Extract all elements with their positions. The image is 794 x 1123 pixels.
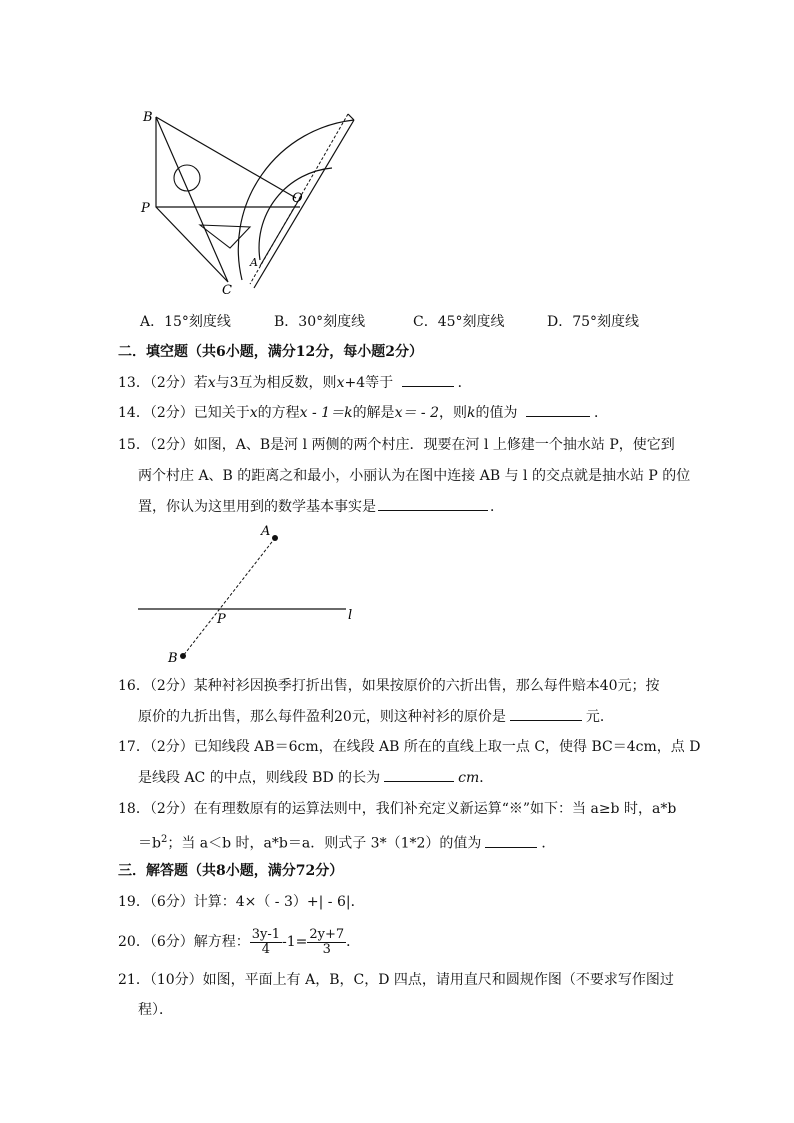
label-l: l: [348, 608, 353, 623]
label-p: P: [141, 201, 150, 216]
question-20: 20．（6分）解方程： $\frac{3y-1}{4}$ -1= $\frac{2y+7}{3}$ ．: [118, 926, 361, 957]
question-17-line-1: 17．（2分）已知线段 AB＝6cm，在线段 AB 所在的直线上取一点 C，使得 BC＝4cm，点 D: [118, 739, 701, 755]
question-17-line-2: 是线段 AC 的中点，则线段 BD 的长为 cm．: [138, 770, 494, 786]
question-14: 14．（2分）已知关于x的方程x - 1＝k的解是x＝ - 2，则k的值为 ．: [118, 405, 608, 421]
question-13: 13．（2分）若x与3互为相反数，则x+4等于 ．: [118, 375, 472, 391]
question-21-line-2: 程）．: [138, 1002, 173, 1018]
question-16-line-2: 原价的九折出售，那么每件盈利20元，则这种衬衫的原价是 元．: [138, 709, 614, 725]
q12-option-b[interactable]: B．30°刻度线: [274, 314, 366, 330]
q12-option-a[interactable]: A．15°刻度线: [140, 314, 231, 330]
question-16-line-1: 16．（2分）某种衬衫因换季打折出售，如果按原价的六折出售，那么每件赔本40元；按: [118, 678, 660, 694]
fraction-right: $\frac{2y+7}{3}$: [309, 926, 345, 957]
label-b2: B: [168, 651, 178, 666]
fraction-left: $\frac{3y-1}{4}$: [251, 926, 281, 957]
label-c: C: [222, 283, 232, 298]
q12-options: [0, 312, 794, 332]
set-square-triangle: [156, 117, 228, 282]
protractor-edge: [254, 120, 354, 288]
q12-option-c[interactable]: C．45°刻度线: [413, 314, 505, 330]
point-a: [272, 535, 278, 541]
protractor-inner-arc: [259, 168, 332, 260]
label-a2: A: [261, 524, 271, 539]
figure-protractor: [130, 100, 370, 300]
label-p2: P: [217, 612, 226, 627]
figure-river: [130, 520, 370, 670]
segment-ab: [183, 538, 275, 656]
label-b: B: [143, 110, 153, 125]
label-o: O: [292, 191, 303, 206]
section-3-title: 三．解答题（共8小题，满分72分）: [118, 863, 344, 879]
answer-blank-18[interactable]: [485, 835, 537, 848]
section-2-title: 二．填空题（共6小题，满分12分，每小题2分）: [118, 344, 423, 360]
answer-blank-14[interactable]: [526, 404, 590, 417]
question-15-line-3: 置，你认为这里用到的数学基本事实是 ．: [138, 499, 504, 515]
question-21-line-1: 21．（10分）如图，平面上有 A，B，C，D 四点，请用直尺和圆规作图（不要求写作图过: [118, 972, 674, 988]
answer-blank-13[interactable]: [402, 374, 454, 387]
question-15-line-2: 两个村庄 A、B 的距离之和最小，小丽认为在图中连接 AB 与 l 的交点就是抽水站 P 的位: [138, 468, 691, 484]
answer-blank-15[interactable]: [378, 498, 488, 511]
q12-option-d[interactable]: D．75°刻度线: [547, 314, 640, 330]
point-b: [180, 653, 186, 659]
question-18-line-1: 18．（2分）在有理数原有的运算法则中，我们补充定义新运算“※”如下：当 a≥b 时，a*b: [118, 801, 677, 817]
question-18-line-2: $=b^2$；当 a＜b 时，a*b＝a．则式子 3*（1*2）的值为 ．: [138, 834, 556, 852]
protractor-top-edge: [348, 114, 354, 120]
label-a: A: [250, 256, 258, 269]
question-15-line-1: 15．（2分）如图，A、B是河 l 两侧的两个村庄．现要在河 l 上修建一个抽水站 P，使它到: [118, 437, 675, 453]
question-19: 19．（6分）计算：4×（ - 3）+| - 6|．: [118, 894, 365, 910]
answer-blank-16[interactable]: [510, 708, 582, 721]
line-oa: [260, 198, 300, 266]
answer-blank-17[interactable]: [384, 769, 454, 782]
